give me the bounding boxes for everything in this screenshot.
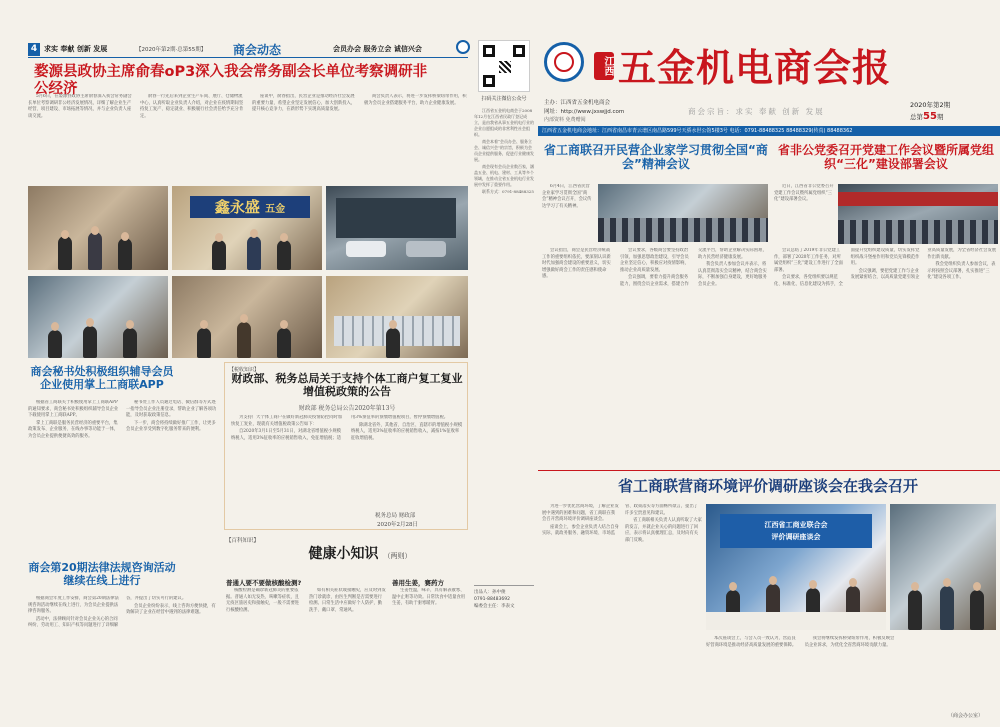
article-body-policy: 为支持广大个体工商户在做好新冠肺炎疫情防控同时加快复工复业，现就有关增值税政策公告如下： 自2020年3月1日至5月31日，对湖北省增值税小规模纳税人，适用3%征收率的应税销售收入，免征增值税；适用3%预征率的预缴增值税项目，暂停预缴增值税。 除湖北省外，其他省、自治区、直辖市的增值税小规模纳税人，适用3%征收率的应税销售收入，减按1%征收率征收增值税。 (231, 415, 463, 441)
article-body-app: 根据省工商联关于积极使用掌上工商联APP的通知要求，商会秘书处积极组织辅导会员企业下载使用掌上工商联APP。 掌上工商联是服务民营经济的重要平台，集政策发布、企业服务、在线办事等功能于一体，为会员企业提供便捷高效的服务。 秘书处工作人员通过电话、微信群等方式逐一指导会员企业注册登录，帮助企业了解各项功能，及时获取政策信息。 下一步，商会将持续做好推广工作，让更多会员企业享受到数字化服务带来的便利。 (28, 400, 217, 439)
photo-forum-2 (890, 504, 996, 630)
masthead-title: 五金机电商会报 (618, 45, 892, 90)
website-label: 网址：http://www.jxswjjd.com (544, 109, 625, 115)
photo-visit-1 (28, 186, 168, 270)
sponsor-label: 主办：江西省五金机电商会 (544, 100, 611, 106)
headline-consult: 商会第20期法律法规咨询活动继续在线上进行 (28, 561, 176, 587)
photo-forum (706, 504, 886, 630)
header-right-tags: 会员办会 服务立会 诚信兴会 (333, 45, 422, 53)
sidebar-text: 江西省五金机电商会于2008年12月在江西省民政厅登记成立，是由我省从事五金机电行业的企业自愿组成的非营利性社会组织。 商会本着“会员办会、服务立会、诚信兴会”的宗旨，积极为会员企业提供服务，促进行业健康发展。 商会现有会员企业数百家，涵盖五金、机电、建材、工具等多个领域，在推动全省五金机电行业发展中发挥了重要作用。 联系方式：0791-88488325 (474, 108, 534, 194)
sub-head-2: 善用生姜，赛药方 (392, 579, 444, 587)
issue-label: 2020年第2期 (910, 101, 951, 109)
left-header (28, 42, 468, 58)
divider (538, 470, 1000, 471)
photo-conference-2 (838, 184, 998, 244)
article-body-bottom-2: 本次座谈会上，与会人员一致认为，营造良好营商环境是推动经济高质量发展的重要保障。 我会将继续发挥桥梁纽带作用，积极反映会员企业诉求，为优化全省营商环境贡献力量。 (706, 636, 895, 648)
photo-meeting-1 (28, 276, 168, 358)
headline-knowledge-wrap (260, 543, 460, 562)
policy-ref: 财政部 税务总局公告2020年第13号 (298, 405, 396, 412)
banner-board: 江西省工商业联合会 评价调研座谈会 (720, 514, 872, 548)
shop-sign: 鑫永盛 五金 (190, 196, 310, 218)
editorial-hotline: 0791-88483692 (474, 597, 510, 602)
qr-caption: 扫码关注微信公众号 (481, 96, 527, 102)
policy-box (224, 362, 468, 530)
headline-knowledge: 健康小知识 (308, 546, 379, 562)
photo-meeting-2 (172, 276, 322, 358)
editorial-editor: 出品人：孙中俊 (474, 590, 506, 595)
policy-signoff: 税务总局 财政部 (375, 513, 416, 519)
footer-credit: （商会办公室） (948, 713, 984, 719)
article-body-left-2: 会议指出，商会是民营经济统战工作的重要组织依托，要深刻认识新时代加强商会建设的重要意义，切实增强做好商会工作的责任感和使命感。 会议要求，各级商会要坚持政治引领，加强思想政治建设，引导会员企业坚定信心，积极应对疫情影响，推动企业高质量发展。 会议强调，要着力提升商会服务能力，围绕会员企业需求，搭建合作交流平台，帮助企业解决实际困难，助力民营经济健康发展。 我会负责人参加会议并表示，将认真贯彻落实会议精神，结合商会实际，不断加强自身建设，更好地服务会员企业。 (542, 248, 767, 287)
headline-knowledge-suffix: （两则） (383, 552, 412, 560)
headline-policy: 财政部、税务总局关于支持个体工商户复工复业增值税政策的公告 (231, 372, 463, 398)
header-tags: 求实 奉献 创新 发展 (44, 45, 108, 53)
headline-main: 婺源县政协主席俞春oP3深入我会常务副会长单位考察调研非公经济 (34, 64, 428, 97)
headline-app: 商会秘书处积极组织辅导会员企业使用掌上工商联APP (30, 365, 174, 391)
center-sidebar (472, 40, 536, 720)
qr-code (478, 40, 530, 92)
headline-bottom: 省工商联营商环境评价调研座谈会在我会召开 (617, 477, 918, 495)
article-body-intro: 5月6日，在婺源县政协主席俞春深入我会常务副会长单位考察调研非公经济发展情况，详细了解企业生产经营、项目建设、市场拓展等情况，并与企业负责人座谈交流。 俞春一行先后来到企业生产车间、展厅、仓储物流中心，认真听取企业负责人介绍，对企业在疫情期间坚持复工复产、稳定就业、积极履行社会责任给予充分肯定。 座谈中，俞春指出，民营企业是推动经济社会发展的重要力量，希望企业坚定发展信心，加大创新投入，提升核心竞争力，在新形势下实现高质量发展。 商会负责人表示，将进一步发挥桥梁纽带作用，积极为会员企业搭建服务平台，助力企业健康发展。 (28, 94, 467, 119)
article-body-knowledge-2: 生姜性温，味辛，具有解表散寒、温中止呕等功效。日常饮食中适量食用生姜，有助于驱寒暖胃。 (392, 588, 466, 606)
photo-warehouse (326, 276, 468, 358)
article-body-knowledge-1: 核酸检测是确诊新冠肺炎的重要依据。普通人如无发热、咳嗽等症状，且无疫区旅居史和接触史，一般不需要进行核酸检测。 如有相关症状或接触史，应及时到发热门诊就诊，由医生判断是否需要进行检测。日常生活中应做好个人防护，勤洗手、戴口罩、常通风。 (226, 588, 386, 613)
policy-date: 2020年2月28日 (377, 522, 418, 528)
masthead-prefix: 江西 (594, 52, 614, 80)
sub-head-1: 普通人要不要做核酸检测? (226, 579, 302, 587)
article-body-left: 6月4日，江西省民营企业家学习贯彻全国“商会”精神会议召开，会议传达学习了有关精神。 (542, 184, 592, 209)
knowledge-section-tag: 【百科知识】 (226, 538, 260, 544)
policy-section-tag: 【税收知识】 (229, 367, 260, 373)
headline-left: 省工商联召开民营企业家学习贯彻全国“商会”精神会议 (544, 143, 768, 171)
photo-shop-front (172, 186, 322, 270)
photo-building (326, 186, 468, 270)
page-number-badge: 4 (28, 43, 40, 56)
editorial-label: 编委会主任：李表文 (474, 604, 515, 609)
total-issue: 总第55期 (910, 111, 944, 122)
headline-right: 省非公党委召开党建工作会议暨所属党组织“三化”建设部署会议 (777, 143, 994, 171)
photo-conference-1 (598, 184, 768, 242)
section-title: 商会动态 (233, 43, 282, 57)
left-page (0, 0, 470, 727)
issue-info: 【2020年第2期·总第55期】 (136, 47, 207, 53)
masthead-slogan: 商会宗旨：求实 奉献 创新 发展 (688, 107, 825, 116)
address-bar: 江西省五金机电商会地址：江西省南昌市青云谱区南昌路599号天骄水世公馆5楼3号 电话：0791-88488325 88488329(传真) 88488362 (538, 126, 1000, 136)
article-body-right: 近日，江西省非公党委召开党建工作会议暨所属党组织“三化”建设部署会议。 (774, 184, 834, 202)
internal-label: 内部资料 免费赠阅 (544, 117, 586, 123)
article-body-bottom-1: 为进一步优化营商环境，了解企业发展中遇到的困难和问题，省工商联在我会召开营商环境评价调研座谈会。 座谈会上，参会企业负责人结合自身实际，就政务服务、融资环境、市场监管、政策落实等方面畅所欲言，提出了许多宝贵意见和建议。 省工商联相关负责人认真听取了大家的发言，并就企业关心的问题进行了回应，表示将认真梳理汇总，及时向有关部门反映。 (542, 504, 702, 543)
article-body-consult: 根据商会年度工作安排，商会第20期法律法规咨询活动继续在线上进行，为会员企业提供法律咨询服务。 活动中，法律顾问针对会员企业关心的合同纠纷、劳动用工、知识产权等问题进行了详细解答，并提出了切实可行的建议。 会员企业纷纷表示，线上咨询方便快捷，有效解决了企业在经营中遇到的法律难题。 (28, 596, 216, 628)
emblem-icon (456, 40, 470, 54)
masthead-logo (544, 42, 584, 82)
article-body-right-2: 会议总结了2019年非公党建工作，部署了2020年工作任务，对所属党组织“三化”建设工作进行了全面部署。 会议要求，各党组织要以规范化、标准化、信息化建设为抓手，全面提升党组织建设质量，切实发挥党组织战斗堡垒作用和党员先锋模范作用。 会议强调，要把党建工作与企业发展紧密结合，以高质量党建引领企业高质量发展，为全省经济社会发展作出新贡献。 我会党组织负责人参加会议，表示将按照会议部署，扎实推进“三化”建设各项工作。 (774, 248, 997, 287)
editorial-box (474, 585, 534, 715)
right-page (538, 0, 1000, 727)
